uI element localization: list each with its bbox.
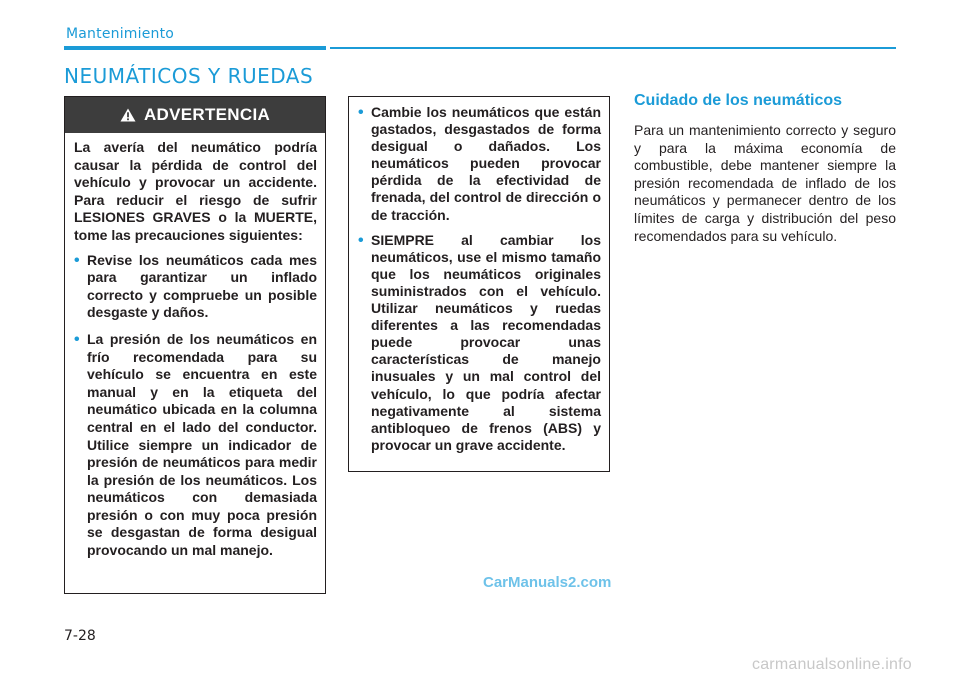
header-rule-thick: [64, 46, 326, 50]
page-title: NEUMÁTICOS Y RUEDAS: [64, 64, 314, 88]
watermark-logo: CarManuals2.com: [483, 574, 612, 591]
header-rule-thin: [330, 47, 896, 49]
page-number: 7-28: [64, 628, 96, 644]
warning-triangle-icon: [120, 108, 136, 122]
care-paragraph: Para un mantenimiento correcto y seguro y para la máxima economía de combustible, debe mantener siempre la presión recomendada de inflado de los neumáticos y permanecer dentro de los límites de carga y distribución del peso recomendados para su vehículo.: [634, 122, 896, 244]
warning-continued-box: [348, 96, 610, 472]
warning-box: [64, 96, 326, 594]
care-section: [634, 92, 896, 245]
footer-watermark: carmanualsonline.info: [752, 656, 912, 673]
warning-bullet: • Revise los neumáticos cada mes para garantizar un inflado correcto y compruebe un posible desgaste y daños.: [74, 252, 317, 322]
warning-intro: La avería del neumático podría causar la pérdida de control del vehículo y provocar un accidente. Para reducir el riesgo de sufrir LESIONES GRAVES o la MUERTE, tome las precauciones siguientes:: [74, 139, 317, 243]
warning-header: [65, 97, 325, 133]
section-label: Mantenimiento: [66, 26, 175, 42]
warning-bullet: • La presión de los neumáticos en frío recomendada para su vehículo se encuentra en este manual y en la etiqueta del neumático ubicada en la columna central en el lado del conductor. Utilice siempre un indicador de presión de neumáticos para medir la presión de los neumáticos. Los neumáticos con demasiada presión o con muy poca presión se desgastan de forma desigual provocando un mal manejo.: [74, 331, 317, 560]
warning-body: [65, 133, 325, 560]
warning-bullet: • SIEMPRE al cambiar los neumáticos, use el mismo tamaño que los neumáticos originales suministrados con el vehículo. Utilizar neumáticos y ruedas diferentes a las recomendadas puede provocar unas características de manejo inusuales y un mal control del vehículo, lo que podría afectar negativamente al sistema antibloqueo de frenos (ABS) y provocar un grave accidente.: [358, 232, 601, 454]
warning-title: ADVERTENCIA: [143, 105, 271, 124]
warning-bullet: • Cambie los neumáticos que están gastados, desgastados de forma desigual o dañados. Los neumáticos pueden provocar pérdida de la efectividad de frenada, del control de dirección o de tracción.: [358, 104, 601, 224]
care-heading: Cuidado de los neumáticos: [634, 92, 843, 109]
